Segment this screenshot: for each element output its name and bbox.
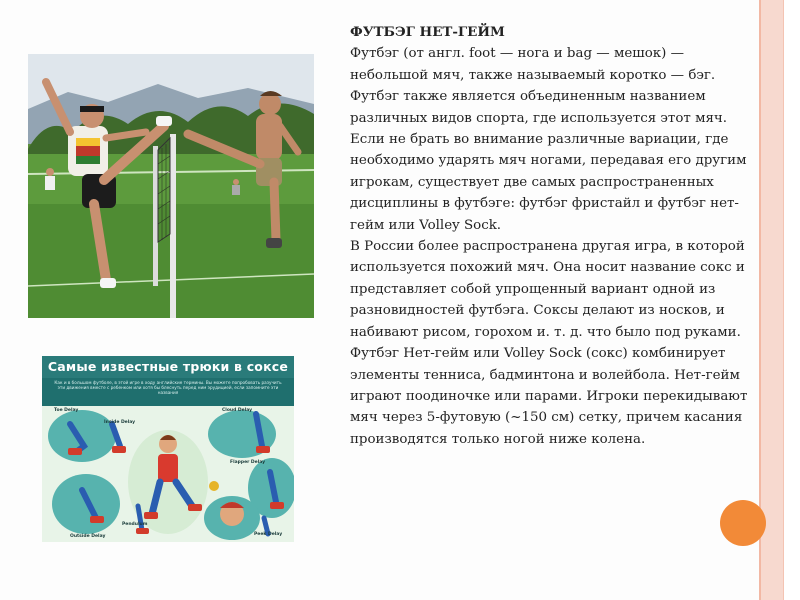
article-paragraph: Футбэг (от англ. foot — нога и bag — мешок) — небольшой мяч, также называемый коротко — бэг. Футбэг также является объединенным названием различных видов спорта, где используется этот мяч. Если не брать во внимание различные вариации, где необходимо ударять мяч ногами, передавая его другим игрокам, существует две самых распространенных дисциплины в футбэге: футбэг фристайл и футбэг нет-гейм или Volley Sock. <box>350 46 747 233</box>
article-text <box>350 22 750 450</box>
move-label: Inside Delay <box>104 420 136 425</box>
tricks-panel <box>42 406 294 542</box>
decorative-border <box>759 0 784 600</box>
move-label: Outside Delay <box>70 534 106 539</box>
decorative-border-outer <box>783 0 800 600</box>
decorative-circle <box>720 500 766 546</box>
article-paragraph: Футбэг Нет-гейм или Volley Sock (сокс) комбинирует элементы тенниса, бадминтона и волейбола. Нет-гейм играют поодиночке или парами. Игроки перекидывают мяч через 5-футовую (~150 см) сетку, причем касания производятся только ногой ниже колена. <box>350 346 748 447</box>
move-label: Pendulum <box>122 522 148 527</box>
tricks-poster <box>42 356 294 542</box>
move-label: Toe Delay <box>54 408 79 413</box>
article-title: ФУТБЭГ НЕТ-ГЕЙМ <box>350 24 505 40</box>
netgame-photo-illustration <box>28 54 314 318</box>
tricks-illustration <box>42 406 294 542</box>
tricks-poster-subtitle: Как и в большом футболе, в этой игре в ходу английские термины. Вы можете попробовать разучить эти движения вместе с ребенком или хотя бы блеснуть перед ним эрудицией, если запомните эти названия <box>54 380 282 395</box>
move-label: Peek Delay <box>254 532 283 537</box>
tricks-poster-title: Самые известные трюки в соксе <box>42 356 294 378</box>
move-label: Flapper Delay <box>230 460 266 465</box>
move-label: Cloud Delay <box>222 408 253 413</box>
article-paragraph: В России более распространена другая игра, в которой используется похожий мяч. Она носит название сокс и представляет собой упрощенный вариант одной из разновидностей футбэга. Соксы делают из носков, и набивают рисом, горохом и. т. д. что было под руками. <box>350 239 745 340</box>
netgame-photo <box>28 54 314 318</box>
